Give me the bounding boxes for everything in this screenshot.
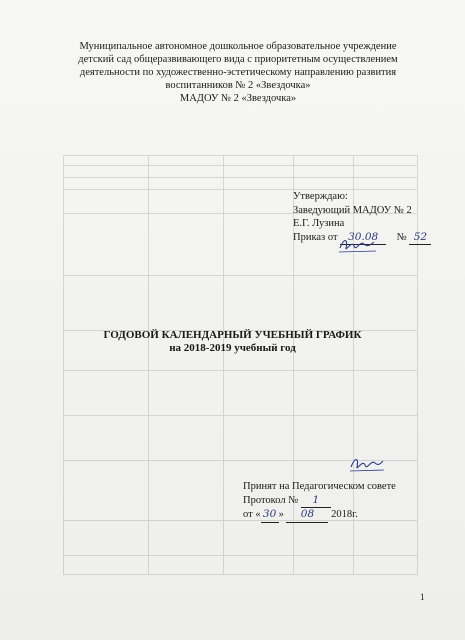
- header-line: Муниципальное автономное дошкольное образовательное учреждение: [79, 41, 397, 52]
- approver-position: Заведующий МАДОУ № 2: [293, 204, 412, 216]
- protocol-line: [243, 494, 396, 509]
- title-year: на 2018-2019 учебный год: [169, 342, 296, 354]
- protocol-label: Протокол №: [243, 494, 299, 506]
- approver-name: Е.Г. Лузина: [293, 218, 345, 229]
- order-date: 30.08: [340, 231, 386, 246]
- header-line: воспитанников № 2 «Звездочка»: [165, 80, 311, 91]
- protocol-year: 2018г.: [331, 509, 358, 520]
- order-prefix: Приказ от: [293, 231, 338, 243]
- protocol-day: 30: [261, 508, 279, 523]
- acceptance-label: Принят на Педагогическом совете: [243, 481, 396, 492]
- order-number-label: №: [396, 231, 407, 243]
- organization-header: [78, 40, 398, 105]
- date-prefix: от «: [243, 509, 261, 520]
- approval-label: Утверждаю:: [293, 191, 348, 202]
- page-number: 1: [420, 592, 425, 602]
- acceptance-block: [243, 480, 396, 523]
- protocol-month: 08: [286, 508, 328, 523]
- header-line: детский сад общеразвивающего вида с приоритетным осуществлением: [78, 54, 398, 65]
- title-main: ГОДОВОЙ КАЛЕНДАРНЫЙ УЧЕБНЫЙ ГРАФИК: [103, 329, 362, 341]
- document-title: [0, 329, 465, 355]
- header-line: деятельности по художественно-эстетическому направлению развития: [79, 67, 397, 78]
- header-line: МАДОУ № 2 «Звездочка»: [179, 93, 297, 104]
- signature-image: [346, 452, 386, 474]
- signature-image: [336, 234, 378, 256]
- order-number: 52: [409, 231, 431, 246]
- protocol-date-line: [243, 508, 396, 523]
- protocol-number: 1: [301, 494, 331, 509]
- date-mid: »: [278, 509, 284, 520]
